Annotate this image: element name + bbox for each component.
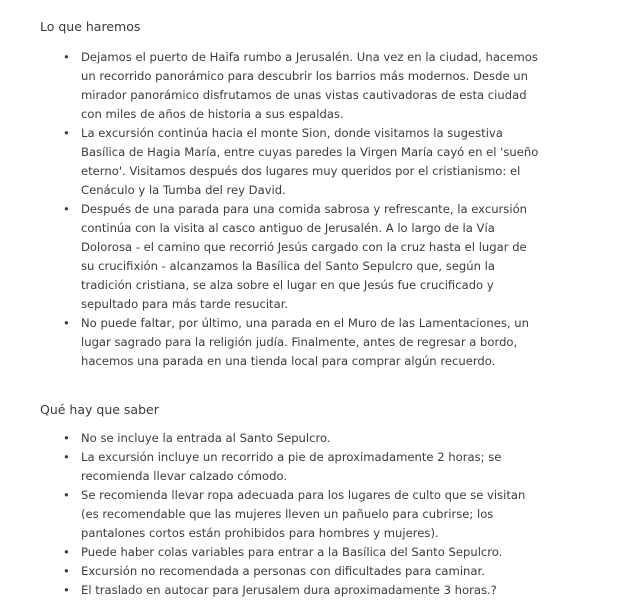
list-item: • Excursión no recomendada a personas con dificultades para caminar. xyxy=(72,562,542,581)
section-what-to-know xyxy=(40,401,640,600)
list-item: • Después de una parada para una comida sabrosa y refrescante, la excursión continúa con la visita al casco antiguo de Jerusalén. A lo largo de la Vía Dolorosa - el camino que recorrió Jesús cargado con la cruz hasta el lugar de su crucifixión - alcanzamos la Basílica del Santo Sepulcro que, según la tradición cristiana, se alza sobre el lugar en que Jesús fue crucificado y sepultado para más tarde resucitar. xyxy=(72,200,542,314)
list-item: • Dejamos el puerto de Haifa rumbo a Jerusalén. Una vez en la ciudad, hacemos un recorrido panorámico para descubrir los barrios más modernos. Desde un mirador panorámico disfrutamos de unas vistas cautivadoras de esta ciudad con miles de años de historia a sus espaldas. xyxy=(72,48,542,124)
list-item: • La excursión continúa hacia el monte Sion, donde visitamos la sugestiva Basílica de Hagia María, entre cuyas paredes la Virgen María cayó en el 'sueño eterno'. Visitamos después dos lugares muy queridos por el cristianismo: el Cenáculo y la Tumba del rey David. xyxy=(72,124,542,200)
section-title: Lo que haremos xyxy=(40,19,141,34)
list-item: • Se recomienda llevar ropa adecuada para los lugares de culto que se visitan (es recomendable que las mujeres lleven un pañuelo para cubrirse; los pantalones cortos están prohibidos para hombres y mujeres). xyxy=(72,486,542,543)
notes-list xyxy=(40,429,542,600)
list-item: • No puede faltar, por último, una parada en el Muro de las Lamentaciones, un lugar sagrado para la religión judía. Finalmente, antes de regresar a bordo, hacemos una parada en una tienda local para comprar algún recuerdo. xyxy=(72,314,542,371)
section-title: Qué hay que saber xyxy=(40,402,159,417)
list-item: • El traslado en autocar para Jerusalem dura aproximadamente 3 horas.? xyxy=(72,581,542,600)
list-item: • No se incluye la entrada al Santo Sepulcro. xyxy=(72,429,542,448)
list-item: • Puede haber colas variables para entrar a la Basílica del Santo Sepulcro. xyxy=(72,543,542,562)
itinerary-list xyxy=(40,48,542,371)
list-item: • La excursión incluye un recorrido a pie de aproximadamente 2 horas; se recomienda llevar calzado cómodo. xyxy=(72,448,542,486)
section-what-we-will-do xyxy=(40,18,640,371)
